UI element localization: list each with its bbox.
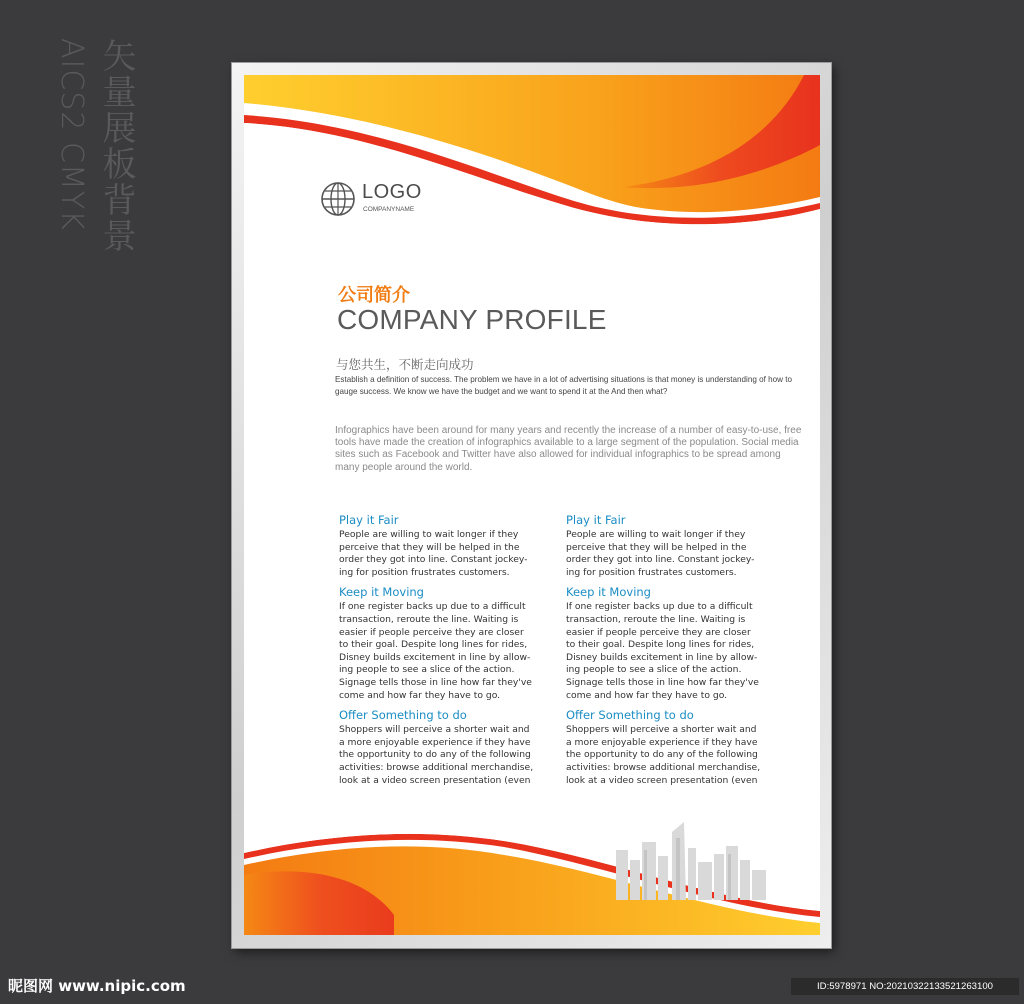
section-body: If one register backs up due to a difficult transaction, reroute the line. Waiting is easier if people perceive they are closer to their goal. Despite long lines for rides, Disney builds excitement in line by allow- ing people to see a slice of the action. Signage tells those in line how far they've come and how far they have to go.: [339, 601, 532, 701]
section-body: People are willing to wait longer if they perceive that they will be helped in the order they got into line. Constant jockey- ing for position frustrates customers.: [339, 529, 528, 578]
section-title: Offer Something to do: [566, 708, 694, 723]
city-skyline-icon: [614, 820, 774, 900]
section-title: Offer Something to do: [339, 708, 467, 723]
section-body: People are willing to wait longer if they perceive that they will be helped in the order they got into line. Constant jockey- ing for position frustrates customers.: [566, 529, 755, 578]
logo-company-name: COMPANYNAME: [363, 206, 415, 213]
column-right: [566, 513, 781, 793]
side-label-cn: 矢量展板背景: [96, 38, 136, 254]
section-title: Keep it Moving: [339, 585, 424, 600]
poster: [244, 75, 820, 935]
globe-icon: [320, 181, 356, 217]
section-title: Keep it Moving: [566, 585, 651, 600]
section-body: If one register backs up due to a difficult transaction, reroute the line. Waiting is easier if people perceive they are closer to their goal. Despite long lines for rides, Disney builds excitement in line by allow- ing people to see a slice of the action. Signage tells those in line how far they've come and how far they have to go.: [566, 601, 759, 701]
side-label-en: AICS2 CMYK: [54, 38, 89, 231]
tagline: 与您共生，不断走向成功: [336, 357, 474, 372]
intro-paragraph: Infographics have been around for many years and recently the increase of a number of easy-to-use, free tools have made the creation of infographics available to a large segment of the population. Social media sites such as Facebook and Twitter have also allowed for individual infographics to be spread among many people around the world.: [335, 425, 802, 473]
section-body: Shoppers will perceive a shorter wait and a more enjoyable experience if they have the opportunity to do any of the following activities: browse additional merchandise, look at a video screen presentation (even: [566, 724, 761, 786]
logo-text: LOGO: [362, 181, 422, 203]
side-label: [52, 38, 136, 273]
section-body: Shoppers will perceive a shorter wait and a more enjoyable experience if they have the opportunity to do any of the following activities: browse additional merchandise, look at a video screen presentation (even: [339, 724, 534, 786]
section-title: Play it Fair: [339, 513, 399, 527]
watermark-left: 昵图网 www.nipic.com: [8, 977, 186, 995]
title-cn: 公司简介: [338, 285, 410, 306]
column-left: [339, 513, 554, 793]
watermark-right: ID:5978971 NO:20210322133521263100: [791, 978, 1019, 995]
section-title: Play it Fair: [566, 513, 626, 527]
intro-text: Establish a definition of success. The problem we have in a lot of advertising situations is that money is understanding of how to gauge success. We know we have the budget and we want to spend it at the And then what?: [335, 375, 792, 396]
page-title: COMPANY PROFILE: [337, 304, 607, 335]
company-logo: [320, 179, 450, 219]
